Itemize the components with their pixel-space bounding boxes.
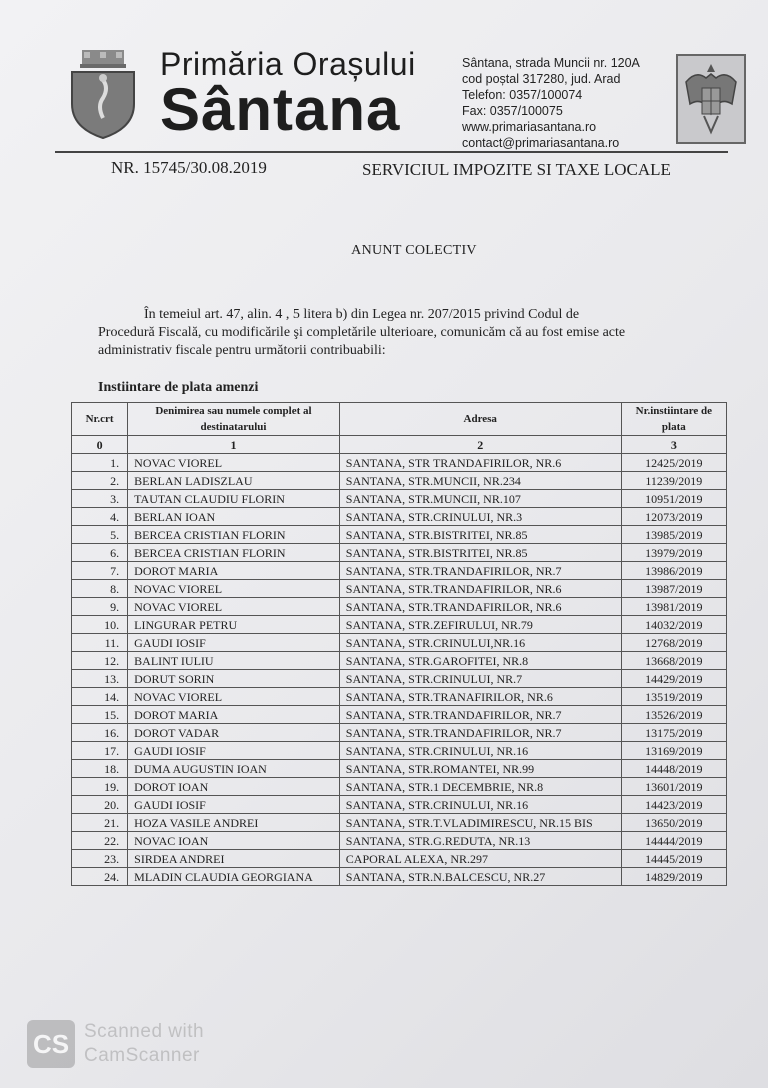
- row-nrcrt: 22.: [72, 832, 128, 850]
- row-address: SANTANA, STR.ZEFIRULUI, NR.79: [339, 616, 621, 634]
- row-address: SANTANA, STR.CRINULUI, NR.16: [339, 796, 621, 814]
- camscanner-watermark: [84, 1020, 204, 1068]
- table-row: [72, 850, 727, 868]
- row-notice: 14429/2019: [621, 670, 726, 688]
- contact-email: contact@primariasantana.ro: [462, 136, 620, 150]
- row-address: SANTANA, STR.TRANDAFIRILOR, NR.6: [339, 580, 621, 598]
- col-header-address: Adresa: [339, 403, 621, 436]
- department-name: SERVICIUL IMPOZITE SI TAXE LOCALE: [362, 160, 671, 179]
- row-nrcrt: 13.: [72, 670, 128, 688]
- romania-coat-of-arms-icon: [676, 54, 746, 149]
- row-name: GAUDI IOSIF: [128, 634, 340, 652]
- table-row: [72, 598, 727, 616]
- col-header-nrcrt: Nr.crt: [72, 403, 128, 436]
- intro-line-3: administrativ fiscale pentru următorii contribuabili:: [98, 343, 386, 358]
- row-name: DORUT SORIN: [128, 670, 340, 688]
- contact-postal: cod poștal 317280, jud. Arad: [462, 72, 621, 86]
- table-row: [72, 724, 727, 742]
- row-notice: 13987/2019: [621, 580, 726, 598]
- row-name: DOROT MARIA: [128, 706, 340, 724]
- row-name: DOROT IOAN: [128, 778, 340, 796]
- row-notice: 14829/2019: [621, 868, 726, 886]
- row-address: SANTANA, STR.MUNCII, NR.107: [339, 490, 621, 508]
- table-row: [72, 562, 727, 580]
- row-name: NOVAC IOAN: [128, 832, 340, 850]
- table-row: [72, 760, 727, 778]
- row-notice: 14444/2019: [621, 832, 726, 850]
- row-nrcrt: 3.: [72, 490, 128, 508]
- row-notice: 12768/2019: [621, 634, 726, 652]
- row-address: SANTANA, STR.BISTRITEI, NR.85: [339, 544, 621, 562]
- row-address: CAPORAL ALEXA, NR.297: [339, 850, 621, 868]
- row-nrcrt: 15.: [72, 706, 128, 724]
- row-nrcrt: 11.: [72, 634, 128, 652]
- table-row: [72, 652, 727, 670]
- row-name: NOVAC VIOREL: [128, 688, 340, 706]
- row-nrcrt: 23.: [72, 850, 128, 868]
- row-nrcrt: 20.: [72, 796, 128, 814]
- row-name: BERLAN IOAN: [128, 508, 340, 526]
- contact-website: www.primariasantana.ro: [462, 120, 597, 134]
- row-notice: 13981/2019: [621, 598, 726, 616]
- table-body: [72, 454, 727, 886]
- table-row: [72, 706, 727, 724]
- row-address: SANTANA, STR.TRANDAFIRILOR, NR.6: [339, 598, 621, 616]
- row-address: SANTANA, STR.TRANDAFIRILOR, NR.7: [339, 706, 621, 724]
- row-nrcrt: 4.: [72, 508, 128, 526]
- row-notice: 12073/2019: [621, 508, 726, 526]
- table-row: [72, 526, 727, 544]
- document-title: ANUNT COLECTIV: [351, 243, 477, 258]
- row-name: BERLAN LADISZLAU: [128, 472, 340, 490]
- row-notice: 13175/2019: [621, 724, 726, 742]
- row-address: SANTANA, STR.G.REDUTA, NR.13: [339, 832, 621, 850]
- row-address: SANTANA, STR.TRANDAFIRILOR, NR.7: [339, 562, 621, 580]
- row-name: HOZA VASILE ANDREI: [128, 814, 340, 832]
- table-row: [72, 616, 727, 634]
- camscanner-logo: [27, 1020, 75, 1068]
- contact-phone: Telefon: 0357/100074: [462, 88, 583, 102]
- row-notice: 14032/2019: [621, 616, 726, 634]
- reference-number: NR. 15745/30.08.2019: [111, 158, 267, 177]
- row-address: SANTANA, STR.CRINULUI, NR.3: [339, 508, 621, 526]
- table-row: [72, 670, 727, 688]
- row-address: SANTANA, STR.T.VLADIMIRESCU, NR.15 BIS: [339, 814, 621, 832]
- table-row: [72, 544, 727, 562]
- row-address: SANTANA, STR.1 DECEMBRIE, NR.8: [339, 778, 621, 796]
- row-nrcrt: 9.: [72, 598, 128, 616]
- row-name: LINGURAR PETRU: [128, 616, 340, 634]
- row-notice: 13650/2019: [621, 814, 726, 832]
- col-index-3: 3: [621, 436, 726, 454]
- table-row: [72, 814, 727, 832]
- row-notice: 13169/2019: [621, 742, 726, 760]
- row-notice: 13985/2019: [621, 526, 726, 544]
- row-address: SANTANA, STR TRANDAFIRILOR, NR.6: [339, 454, 621, 472]
- row-name: MLADIN CLAUDIA GEORGIANA: [128, 868, 340, 886]
- santana-coat-of-arms-icon: [68, 48, 138, 145]
- section-title: Instiintare de plata amenzi: [98, 380, 259, 395]
- col-index-1: 1: [128, 436, 340, 454]
- watermark-line-1: Scanned with: [84, 1021, 205, 1042]
- col-index-2: 2: [339, 436, 621, 454]
- row-nrcrt: 19.: [72, 778, 128, 796]
- row-address: SANTANA, STR.MUNCII, NR.234: [339, 472, 621, 490]
- row-name: BALINT IULIU: [128, 652, 340, 670]
- table-row: [72, 868, 727, 886]
- intro-line-1: În temeiul art. 47, alin. 4 , 5 litera b) din Legea nr. 207/2015 privind Codul de: [144, 307, 580, 322]
- watermark-line-2: CamScanner: [84, 1045, 200, 1066]
- row-address: SANTANA, STR.ROMANTEI, NR.99: [339, 760, 621, 778]
- row-nrcrt: 6.: [72, 544, 128, 562]
- row-name: NOVAC VIOREL: [128, 454, 340, 472]
- row-notice: 14448/2019: [621, 760, 726, 778]
- contact-fax: Fax: 0357/100075: [462, 104, 563, 118]
- brand-line2: Sântana: [160, 76, 401, 143]
- row-nrcrt: 14.: [72, 688, 128, 706]
- row-notice: 13526/2019: [621, 706, 726, 724]
- row-notice: 10951/2019: [621, 490, 726, 508]
- row-name: BERCEA CRISTIAN FLORIN: [128, 526, 340, 544]
- row-nrcrt: 8.: [72, 580, 128, 598]
- table-row: [72, 454, 727, 472]
- row-notice: 13601/2019: [621, 778, 726, 796]
- camscanner-badge: CS: [32, 1028, 70, 1059]
- row-name: GAUDI IOSIF: [128, 742, 340, 760]
- header-brand: [160, 46, 416, 143]
- row-nrcrt: 18.: [72, 760, 128, 778]
- row-notice: 14423/2019: [621, 796, 726, 814]
- col-index-0: 0: [72, 436, 128, 454]
- table-row: [72, 634, 727, 652]
- row-name: DOROT VADAR: [128, 724, 340, 742]
- row-nrcrt: 2.: [72, 472, 128, 490]
- row-name: NOVAC VIOREL: [128, 580, 340, 598]
- row-address: SANTANA, STR.BISTRITEI, NR.85: [339, 526, 621, 544]
- row-notice: 12425/2019: [621, 454, 726, 472]
- row-nrcrt: 12.: [72, 652, 128, 670]
- table-row: [72, 580, 727, 598]
- table-row: [72, 688, 727, 706]
- row-name: NOVAC VIOREL: [128, 598, 340, 616]
- table-row: [72, 832, 727, 850]
- row-nrcrt: 21.: [72, 814, 128, 832]
- contact-block: [462, 55, 640, 151]
- row-name: DOROT MARIA: [128, 562, 340, 580]
- row-nrcrt: 10.: [72, 616, 128, 634]
- row-address: SANTANA, STR.TRANAFIRILOR, NR.6: [339, 688, 621, 706]
- row-notice: 13519/2019: [621, 688, 726, 706]
- table-row: [72, 508, 727, 526]
- row-notice: 13668/2019: [621, 652, 726, 670]
- table-row: [72, 742, 727, 760]
- row-nrcrt: 1.: [72, 454, 128, 472]
- row-address: SANTANA, STR.TRANDAFIRILOR, NR.7: [339, 724, 621, 742]
- table-row: [72, 778, 727, 796]
- row-name: GAUDI IOSIF: [128, 796, 340, 814]
- row-nrcrt: 16.: [72, 724, 128, 742]
- col-header-notice: Nr.instiintare de plata: [621, 403, 726, 436]
- contact-address: Sântana, strada Muncii nr. 120A: [462, 56, 640, 70]
- row-nrcrt: 5.: [72, 526, 128, 544]
- table-row: [72, 796, 727, 814]
- row-address: SANTANA, STR.CRINULUI, NR.7: [339, 670, 621, 688]
- row-notice: 13986/2019: [621, 562, 726, 580]
- row-nrcrt: 7.: [72, 562, 128, 580]
- row-nrcrt: 17.: [72, 742, 128, 760]
- row-nrcrt: 24.: [72, 868, 128, 886]
- row-name: SIRDEA ANDREI: [128, 850, 340, 868]
- row-address: SANTANA, STR.N.BALCESCU, NR.27: [339, 868, 621, 886]
- table-row: [72, 472, 727, 490]
- row-notice: 14445/2019: [621, 850, 726, 868]
- row-name: TAUTAN CLAUDIU FLORIN: [128, 490, 340, 508]
- row-address: SANTANA, STR.GAROFITEI, NR.8: [339, 652, 621, 670]
- row-address: SANTANA, STR.CRINULUI,NR.16: [339, 634, 621, 652]
- row-notice: 13979/2019: [621, 544, 726, 562]
- intro-paragraph: [98, 306, 698, 360]
- row-name: DUMA AUGUSTIN IOAN: [128, 760, 340, 778]
- col-header-name: Denimirea sau numele complet al destinatarului: [128, 403, 340, 436]
- table-row: [72, 490, 727, 508]
- header-divider: [55, 151, 728, 153]
- row-notice: 11239/2019: [621, 472, 726, 490]
- row-name: BERCEA CRISTIAN FLORIN: [128, 544, 340, 562]
- row-address: SANTANA, STR.CRINULUI, NR.16: [339, 742, 621, 760]
- brand-line1: Primăria Orașului: [160, 46, 416, 82]
- fines-table: [71, 402, 727, 886]
- intro-line-2: Procedură Fiscală, cu modificările şi completările ulterioare, comunicăm că au fost emise acte: [98, 325, 626, 340]
